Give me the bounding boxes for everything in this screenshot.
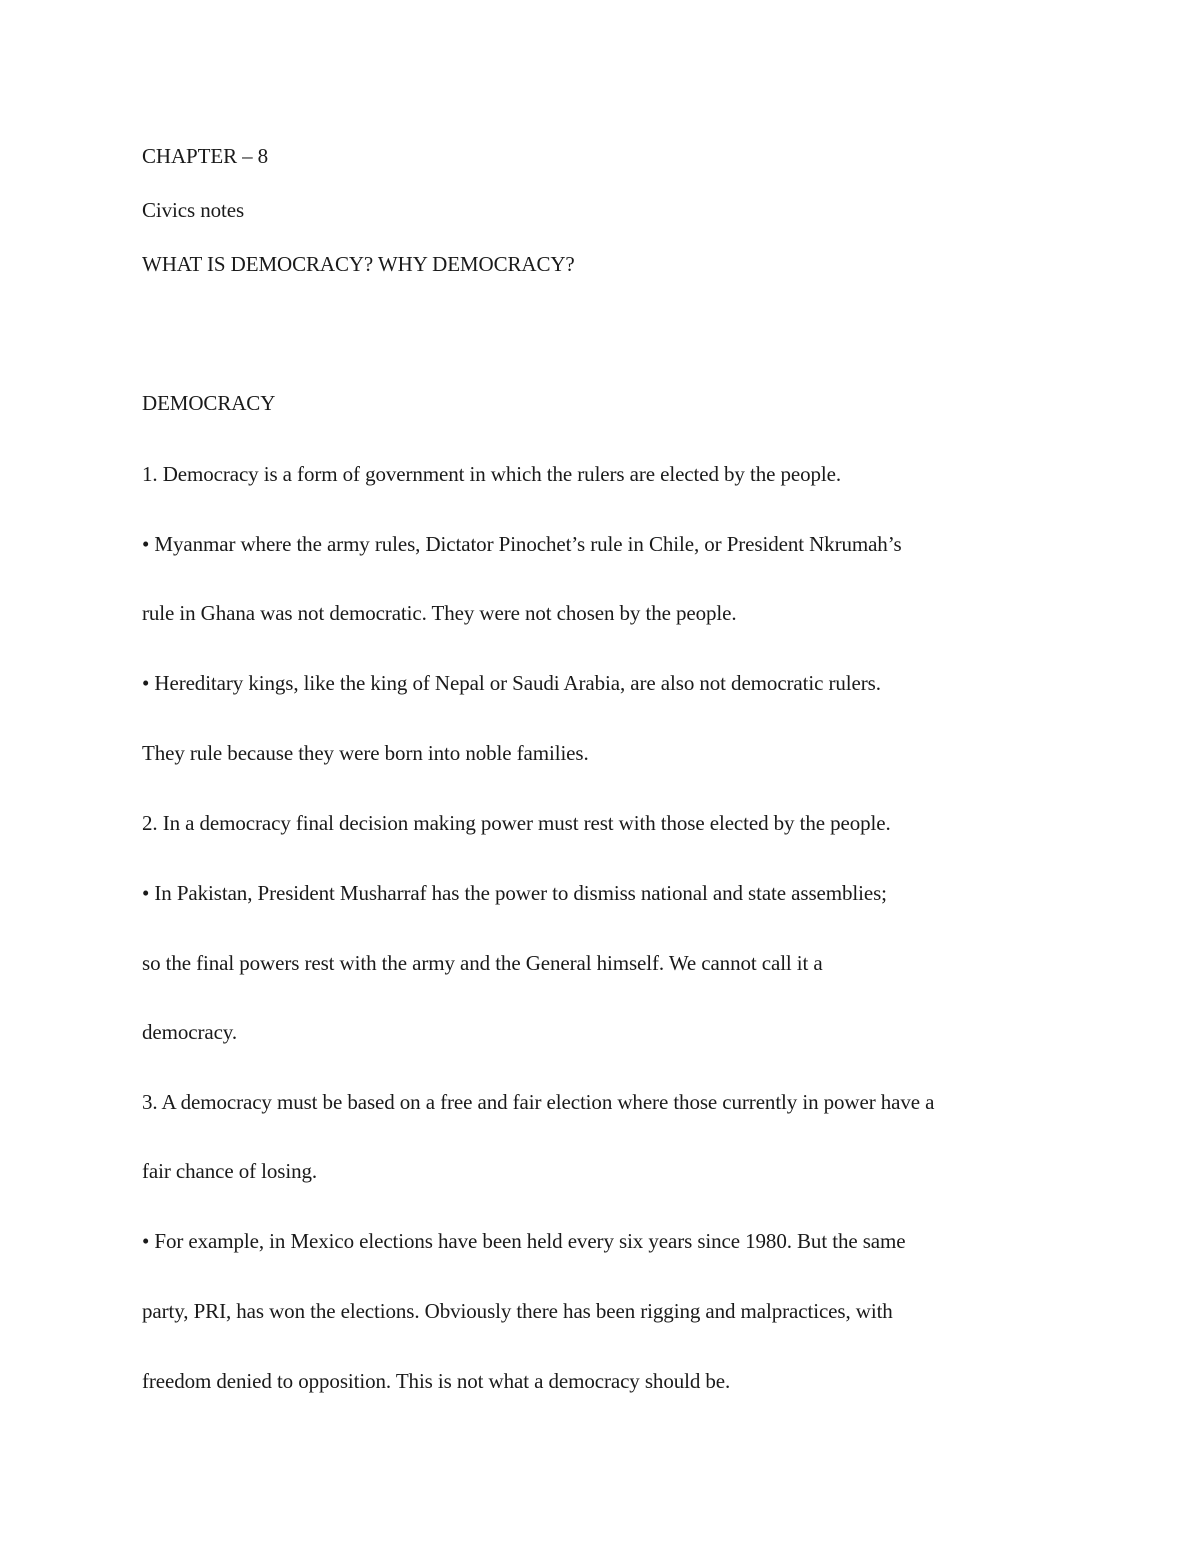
paragraph-line: • Myanmar where the army rules, Dictator Pinochet’s rule in Chile, or President Nkrumah’s <box>142 532 902 556</box>
paragraph-line: freedom denied to opposition. This is not what a democracy should be. <box>142 1369 731 1393</box>
paragraph-line: 1. Democracy is a form of government in which the rulers are elected by the people. <box>142 462 842 486</box>
paragraph-line: • In Pakistan, President Musharraf has the power to dismiss national and state assemblies; <box>142 881 887 905</box>
paragraph-line: They rule because they were born into noble families. <box>142 741 589 765</box>
paragraph-line: 3. A democracy must be based on a free and fair election where those currently in power have a <box>142 1090 935 1114</box>
paragraph-line: • Hereditary kings, like the king of Nepal or Saudi Arabia, are also not democratic rulers. <box>142 671 881 695</box>
paragraph-line: democracy. <box>142 1020 237 1044</box>
paragraph-line: fair chance of losing. <box>142 1159 318 1183</box>
section-heading: DEMOCRACY <box>142 391 276 415</box>
document-title: WHAT IS DEMOCRACY? WHY DEMOCRACY? <box>142 252 575 276</box>
paragraph-line: • For example, in Mexico elections have been held every six years since 1980. But the same <box>142 1229 906 1253</box>
paragraph-line: so the final powers rest with the army and the General himself. We cannot call it a <box>142 951 823 975</box>
paragraph-line: 2. In a democracy final decision making power must rest with those elected by the people. <box>142 811 891 835</box>
paragraph-line: party, PRI, has won the elections. Obviously there has been rigging and malpractices, with <box>142 1299 893 1323</box>
chapter-label: CHAPTER – 8 <box>142 144 269 168</box>
paragraph-line: rule in Ghana was not democratic. They were not chosen by the people. <box>142 601 737 625</box>
subject-label: Civics notes <box>142 198 245 222</box>
